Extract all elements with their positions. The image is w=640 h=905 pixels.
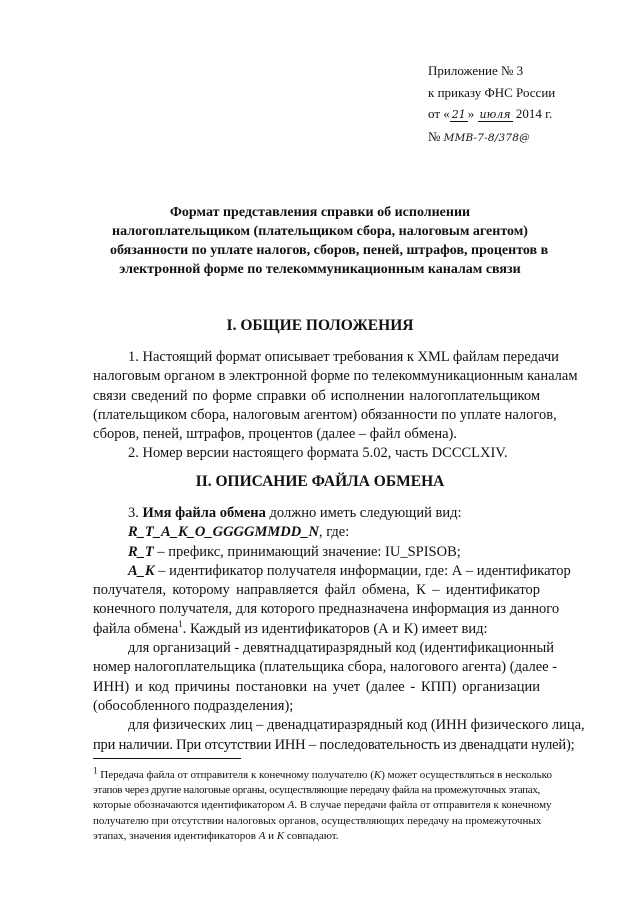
order-reference: к приказу ФНС России (428, 84, 556, 100)
paragraph-line: при наличии. При отсутствии ИНН – последовательность из двенадцати нулей); (93, 736, 575, 753)
paragraph-text: файла обмена (93, 620, 179, 637)
date-prefix: от « (428, 106, 450, 121)
prefix-code: R_T (128, 543, 154, 560)
footnote-line: этапов через другие налоговые органы, осуществляющие передачу файла на промежуточных этапах, (93, 784, 540, 797)
paragraph-text: . Каждый из идентификаторов (А и К) имеет вид: (182, 620, 488, 637)
footnote-text: этапах, значения идентификаторов (93, 829, 259, 842)
paragraph-line (93, 504, 540, 523)
paragraph-text: должно иметь следующий вид: (265, 505, 462, 521)
footnote (93, 765, 552, 844)
section-heading-general: I. ОБЩИЕ ПОЛОЖЕНИЯ (226, 317, 414, 334)
footnote-text: которые обозначаются идентификатором (93, 799, 288, 812)
paragraph-line: 1. Настоящий формат описывает требования к XML файлам передачи (128, 349, 559, 365)
paragraph-line (93, 620, 540, 639)
paragraph-line: связи сведений по форме справки об исполнении налогоплательщиком (93, 387, 540, 404)
paragraph-text: , где: (318, 524, 350, 541)
paragraph-line: ИНН) и код причины постановки на учет (далее - КПП) организации (93, 678, 540, 695)
section-heading-exchange-file: II. ОПИСАНИЕ ФАЙЛА ОБМЕНА (195, 473, 445, 490)
paragraph-line: сборов, пеней, штрафов, процентов (далее – файл обмена). (93, 426, 458, 443)
footnote-line (93, 765, 552, 783)
title-line: обязанности по уплате налогов, сборов, пеней, штрафов, процентов в (110, 243, 549, 258)
paragraph-line (93, 562, 571, 581)
handwritten-month: июля (479, 108, 511, 121)
footnote-line (93, 829, 540, 844)
term-file-name: Имя файла обмена (142, 505, 266, 521)
paragraph-line: для физических лиц – двенадцатиразрядный код (ИНН физического лица, (128, 717, 585, 734)
item-number: 3. (128, 505, 139, 521)
footnote-line: получателю при отсутствии налоговых органов, осуществляющих передачу на промежуточных (93, 814, 542, 827)
paragraph-line: (плательщиком сбора, налоговым агентом) обязанности по уплате налогов, (93, 406, 557, 423)
title-line: электронной форме по телекоммуникационным каналам связи (119, 262, 521, 277)
paragraph-text: – префикс, принимающий значение: IU_SPISOB; (153, 543, 461, 560)
date-quote: » (467, 106, 475, 121)
paragraph-line (93, 543, 540, 562)
footnote-text: ) может осуществляться в несколько (381, 769, 552, 781)
paragraph-line (93, 523, 540, 542)
identifier-code: A_K (128, 562, 155, 579)
footnote-divider (93, 758, 241, 759)
footnote-mark: 1 (93, 765, 98, 776)
paragraph-2: 2. Номер версии настоящего формата 5.02, часть DCCCLXIV. (128, 445, 508, 462)
title-line: налогоплательщиком (плательщиком сбора, налоговым агентом) (112, 224, 528, 239)
number-sign: № (428, 128, 441, 144)
footnote-text: К (276, 829, 285, 842)
footnote-text: и (265, 829, 277, 842)
order-date (428, 103, 555, 126)
paragraph-text: – идентификатор получателя информации, где: А – идентификатор (154, 562, 571, 579)
footnote-text: совпадают. (284, 829, 339, 842)
handwritten-day: 21 (451, 108, 466, 121)
footnote-text: Передача файла от отправителя к конечному получателю ( (97, 769, 374, 781)
footnote-reference: 1 (178, 618, 183, 629)
footnote-text: К (373, 769, 382, 781)
footnote-text: . В случае передачи файла от отправителя к конечному (294, 799, 552, 812)
order-number (428, 126, 555, 150)
title-line: Формат представления справки об исполнении (169, 205, 471, 220)
footnote-text: А (287, 799, 295, 812)
appendix-line: Приложение № 3 (428, 63, 524, 78)
paragraph-line: налоговым органом в электронной форме по телекоммуникационным каналам (93, 368, 578, 385)
paragraph-line: номер налогоплательщика (плательщика сбора, налогового агента) (далее - (93, 659, 558, 676)
footnote-line (93, 798, 552, 813)
file-name-format: R_T_A_K_O_GGGGMMDD_N (128, 524, 319, 541)
paragraph-line: получателя, которому направляется файл обмена, К – идентификатор (93, 582, 540, 599)
date-year: 2014 г. (515, 106, 553, 121)
paragraph-line: конечного получателя, для которого предназначена информация из данного (93, 601, 560, 618)
paragraph-1 (93, 348, 578, 464)
appendix-block (428, 60, 555, 149)
paragraph-line: для организаций - девятнадцатиразрядный код (идентификационный (128, 640, 555, 657)
document-title (110, 203, 549, 279)
footnote-text: А (258, 829, 266, 842)
paragraph-line: (обособленного подразделения); (93, 697, 294, 714)
handwritten-order-number: ММВ-7-8/378@ (443, 131, 530, 144)
paragraph-3 (93, 504, 585, 755)
